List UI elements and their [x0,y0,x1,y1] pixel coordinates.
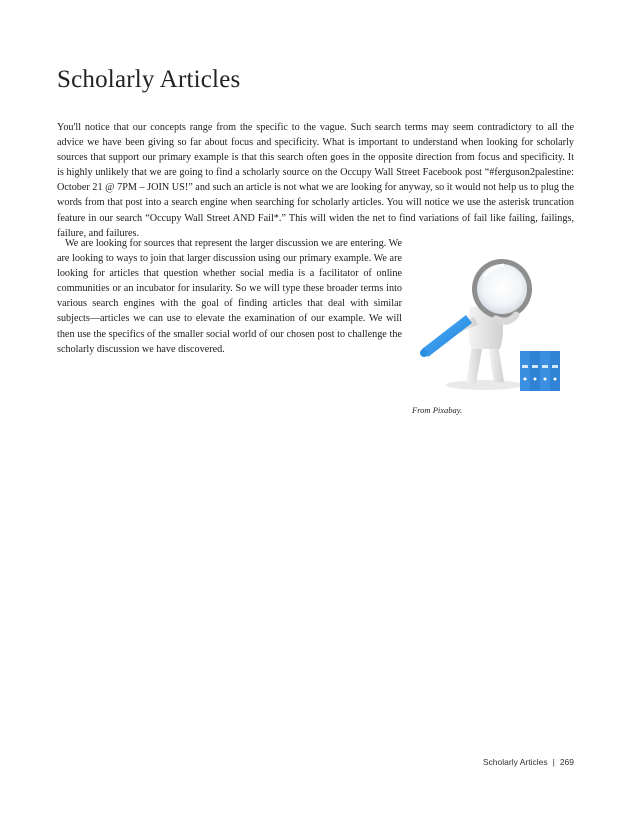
illustration-figure [412,245,577,395]
page-number: 269 [559,757,574,767]
magnifier-figure-icon [412,245,577,395]
figure-caption: From Pixabay. [412,405,463,415]
footer-section-title: Scholarly Articles [482,757,548,767]
page-title: Scholarly Articles [57,66,241,93]
footer-separator: | [552,757,555,767]
page-footer [483,757,574,767]
body-paragraph-2: We are looking for sources that represent the larger discussion we are entering. We are looking to ways to join that larger discussion using our primary example. We are looking for articles that question whether social media is a facilitator of online communities or an incubator for insularity. So we will type these broader terms into various search engines with the goal of finding articles that deal with similar subjects—articles we can use to elevate the examination of our example. We will then use the specifics of the smaller social world of our chosen post to challenge the scholarly discussion we have discovered. [57,238,402,355]
body-paragraph-1: You'll notice that our concepts range from the specific to the vague. Such search terms may seem contradictory to all the advice we have been giving so far about focus and specificity. What is important to understand when looking for scholarly sources that support our primary example is that this search often goes in the opposite direction from focus and specificity. It is highly unlikely that we are going to find a scholarly source on the Occupy Wall Street Facebook post “#ferguson2palestine: October 21 @ 7PM – JOIN US!” and such an article is not what we are looking for anyway, so it would not help us to plug the words from that post into a search engine when searching for scholarly articles. You will notice we use the asterisk truncation feature in our search “Occupy Wall Street AND Fail*.” This will widen the net to find variations of fail like failing, failings, failure, and failures. [57,122,574,239]
